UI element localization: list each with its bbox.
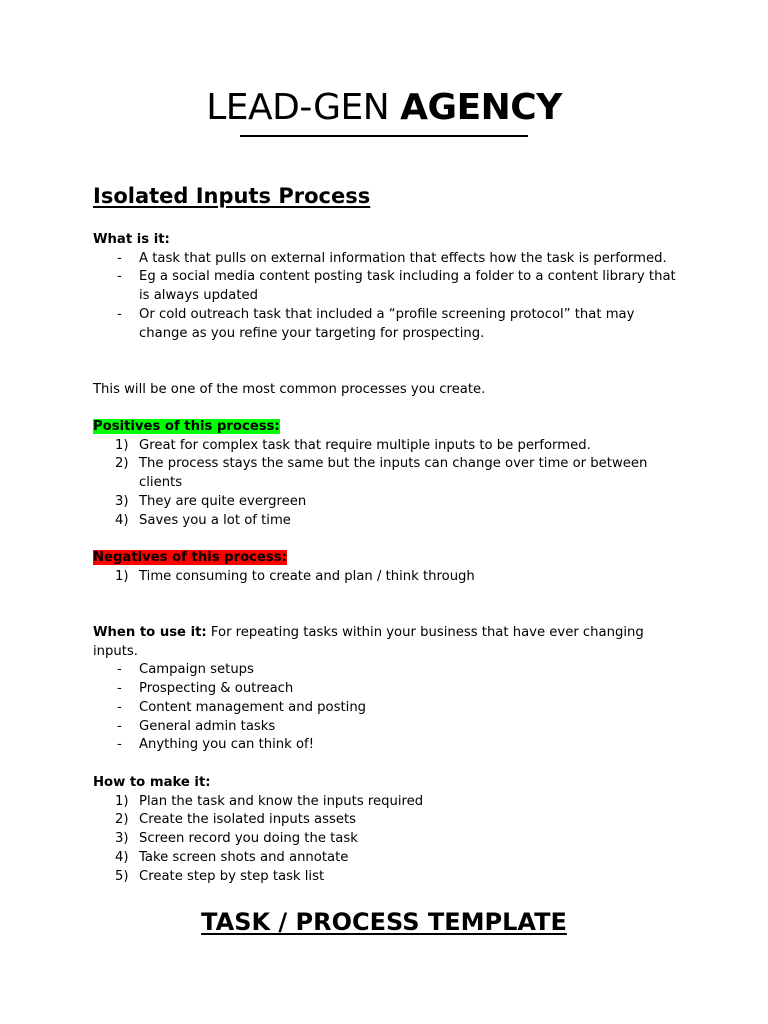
common-note: This will be one of the most common processes you create. (93, 382, 486, 397)
number-marker: 4) (115, 849, 129, 865)
positives-label: Positives of this process: (93, 419, 280, 434)
list-item: 4) Take screen shots and annotate (93, 849, 683, 868)
dash-marker: - (117, 662, 122, 678)
brand-underline (240, 135, 528, 137)
dash-marker: - (117, 681, 122, 697)
brand-bold-text: AGENCY (400, 87, 562, 128)
how-to-make-section (93, 774, 683, 886)
template-heading: TASK / PROCESS TEMPLATE (201, 908, 567, 936)
dash-marker: - (117, 269, 122, 285)
when-to-use-label: When to use it: (93, 625, 207, 640)
list-item: - A task that pulls on external information that effects how the task is performed. (93, 250, 683, 269)
number-marker: 3) (115, 831, 129, 847)
number-marker: 1) (115, 793, 129, 809)
list-item: 5) Create step by step task list (93, 868, 683, 887)
list-item: - Prospecting & outreach (93, 680, 683, 699)
when-to-use-text: For repeating tasks within your business that have ever changing inputs. (93, 625, 644, 659)
list-item: - General admin tasks (93, 718, 683, 737)
dash-marker: - (117, 737, 122, 753)
brand-heading (0, 86, 768, 130)
positives-list (93, 437, 683, 531)
positives-section (93, 418, 683, 530)
negatives-list (93, 568, 683, 587)
number-marker: 5) (115, 868, 129, 884)
list-item: - Or cold outreach task that included a “profile screening protocol” that may change as you refine your targeting for prospecting. (117, 306, 635, 341)
list-item: 1) Time consuming to create and plan / think through (93, 568, 683, 587)
negatives-section (93, 549, 683, 586)
list-item: 1) Great for complex task that require multiple inputs to be performed. (93, 437, 683, 456)
number-marker: 2) (115, 812, 129, 828)
list-item: 3) They are quite evergreen (93, 493, 683, 512)
dash-marker: - (117, 718, 122, 734)
when-to-use-list (93, 661, 683, 755)
how-to-make-label: How to make it: (93, 775, 211, 790)
list-item: 2) Create the isolated inputs assets (93, 811, 683, 830)
when-to-use-section (93, 624, 683, 755)
list-item: - Content management and posting (93, 699, 683, 718)
what-is-it-list (93, 250, 683, 344)
dash-marker: - (117, 699, 122, 715)
number-marker: 4) (115, 512, 129, 528)
dash-marker: - (117, 306, 122, 322)
list-item: 4) Saves you a lot of time (93, 512, 683, 531)
what-is-it-label: What is it: (93, 232, 170, 247)
dash-marker: - (117, 250, 122, 266)
list-item: - Anything you can think of! (93, 736, 683, 755)
list-item: 2) The process stays the same but the inputs can change over time or between clients (115, 456, 648, 491)
number-marker: 2) (115, 456, 129, 472)
what-is-it-section (93, 231, 683, 343)
how-to-make-list (93, 793, 683, 887)
number-marker: 1) (115, 568, 129, 584)
list-item: - Campaign setups (93, 661, 683, 680)
number-marker: 1) (115, 437, 129, 453)
page-title: Isolated Inputs Process (93, 184, 371, 208)
negatives-label: Negatives of this process: (93, 550, 287, 565)
brand-light-text: LEAD-GEN (206, 87, 401, 128)
number-marker: 3) (115, 493, 129, 509)
list-item: 1) Plan the task and know the inputs required (93, 793, 683, 812)
list-item: - Eg a social media content posting task including a folder to a content library that is always updated (117, 269, 676, 304)
list-item: 3) Screen record you doing the task (93, 830, 683, 849)
